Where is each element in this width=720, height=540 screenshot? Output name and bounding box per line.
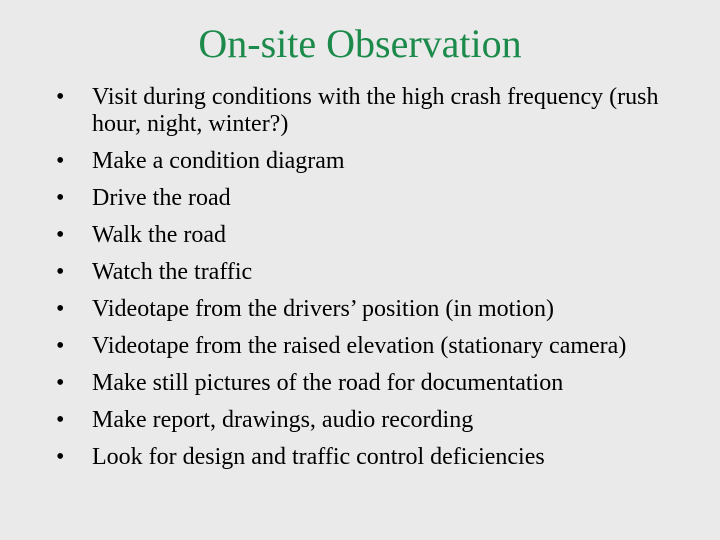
bullet-list — [54, 84, 684, 481]
bullet-dot-icon: • — [56, 296, 65, 322]
bullet-dot-icon: • — [56, 370, 65, 396]
bullet-item — [54, 222, 684, 249]
bullet-item — [54, 148, 684, 175]
bullet-item — [54, 407, 684, 434]
bullet-text: Walk the road — [92, 222, 227, 248]
bullet-dot-icon: • — [56, 259, 65, 285]
bullet-item — [54, 185, 684, 212]
slide-title: On-site Observation — [198, 21, 522, 66]
bullet-text: Make report, drawings, audio recording — [92, 407, 474, 433]
bullet-text: Drive the road — [92, 185, 231, 211]
bullet-text: Make a condition diagram — [92, 148, 345, 174]
bullet-item — [54, 84, 684, 138]
bullet-dot-icon: • — [56, 148, 65, 174]
bullet-item — [54, 296, 684, 323]
bullet-item — [54, 333, 684, 360]
bullet-text: Watch the traffic — [92, 259, 253, 285]
bullet-text: Visit during conditions with the high crash frequency (rush hour, night, winter?) — [92, 84, 659, 137]
bullet-text: Videotape from the raised elevation (stationary camera) — [92, 333, 627, 359]
bullet-dot-icon: • — [56, 185, 65, 211]
bullet-text: Look for design and traffic control deficiencies — [92, 444, 545, 470]
bullet-dot-icon: • — [56, 407, 65, 433]
bullet-dot-icon: • — [56, 222, 65, 248]
bullet-item — [54, 444, 684, 471]
bullet-dot-icon: • — [56, 333, 65, 359]
bullet-text: Videotape from the drivers’ position (in motion) — [92, 296, 555, 322]
bullet-dot-icon: • — [56, 84, 65, 110]
bullet-item — [54, 259, 684, 286]
bullet-text: Make still pictures of the road for documentation — [92, 370, 564, 396]
bullet-item — [54, 370, 684, 397]
bullet-dot-icon: • — [56, 444, 65, 470]
